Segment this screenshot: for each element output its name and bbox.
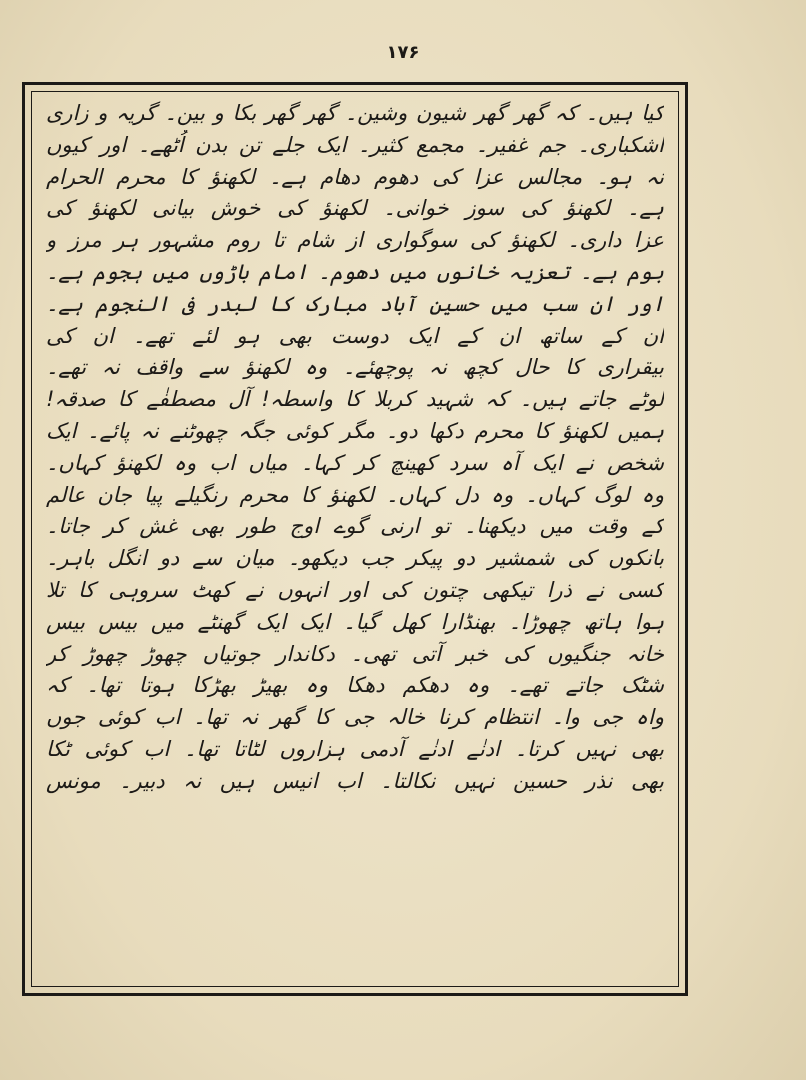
page-number: ۱۷۶ [386,42,420,63]
text-line: بانکوں کی شمشیر دو پیکر جب دیکھو۔ میان سے دو انگل باہر۔ [46,546,664,571]
text-line: شخص نے ایک آہ سرد کھینچ کر کہا۔ میاں اب وہ لکھنؤ کہاں۔ [46,450,664,475]
text-line: کسی نے ذرا تیکھی چتون کی اور انہوں نے کھٹ سروہی کا تلا [46,577,664,602]
text-line: لوٹے جاتے ہیں۔ کہ شہید کربلا کا واسطہ! آل مصطفٰے کا صدقہ! [46,387,664,412]
text-line: شٹک جاتے تھے۔ وہ دھکم دھکا وہ بھیڑ بھڑکا ہوتا تھا۔ کہ [46,673,664,698]
text-line: ہوا ہاتھ چھوڑا۔ بھنڈارا کھل گیا۔ ایک ایک گھنٹے میں بیس بیس [46,609,664,634]
text-line: کے وقت میں دیکھنا۔ تو ارنی گوے اوج طور بھی غش کر جاتا۔ [46,514,664,539]
text-line: نہ ہو۔ مجالس عزا کی دھوم دھام ہے۔ لکھنؤ کا محرم الحرام [46,164,664,189]
text-line: بیقراری کا حال کچھ نہ پوچھئے۔ وہ لکھنؤ سے واقف نہ تھے۔ [46,355,664,380]
text-line: ہے۔ لکھنؤ کی سوز خوانی۔ لکھنؤ کی خوش بیانی لکھنؤ کی [46,196,664,221]
text-line: خانہ جنگیوں کی خبر آتی تھی۔ دکاندار جوتیاں چھوڑ چھوڑ کر [46,641,664,666]
text-line: وہ لوگ کہاں۔ وہ دل کہاں۔ لکھنؤ کا محرم رنگیلے پیا جان عالم [46,482,664,507]
text-line: کیا ہیں۔ کہ گھر گھر شیون وشین۔ گھر گھر بکا و بین۔ گریہ و زاری [46,101,664,125]
text-line: ان کے ساتھ ان کے ایک دوست بھی ہو لئے تھے۔ ان کی [46,323,664,348]
body-text [46,98,664,982]
text-line: اشکباری۔ جم غفیر۔ مجمع کثیر۔ ایک جلے تن بدن اُٹھے۔ اور کیوں [46,132,664,157]
text-line: اور ان سب میں حسین آباد مبارک کا لبدر فی النجوم ہے۔ [46,291,664,316]
text-line: بھی نذر حسین نہیں نکالتا۔ اب انیس ہیں نہ دبیر۔ مونس [46,768,664,793]
text-line: بوم ہے۔ تعزیہ خانوں میں دھوم۔ امام باڑوں میں ہجوم ہے۔ [46,259,664,284]
text-line: بھی نہیں کرتا۔ ادنٰے ادنٰے آدمی ہزاروں لٹاتا تھا۔ اب کوئی ٹکا [46,736,664,761]
text-line: ہمیں لکھنؤ کا محرم دکھا دو۔ مگر کوئی جگہ چھوٹنے نہ پائے۔ ایک [46,418,664,443]
text-line: عزا داری۔ لکھنؤ کی سوگواری از شام تا روم مشہور ہر مرز و [46,228,664,253]
text-line: واہ جی وا۔ انتظام کرنا خالہ جی کا گھر نہ تھا۔ اب کوئی جوں [46,705,664,730]
